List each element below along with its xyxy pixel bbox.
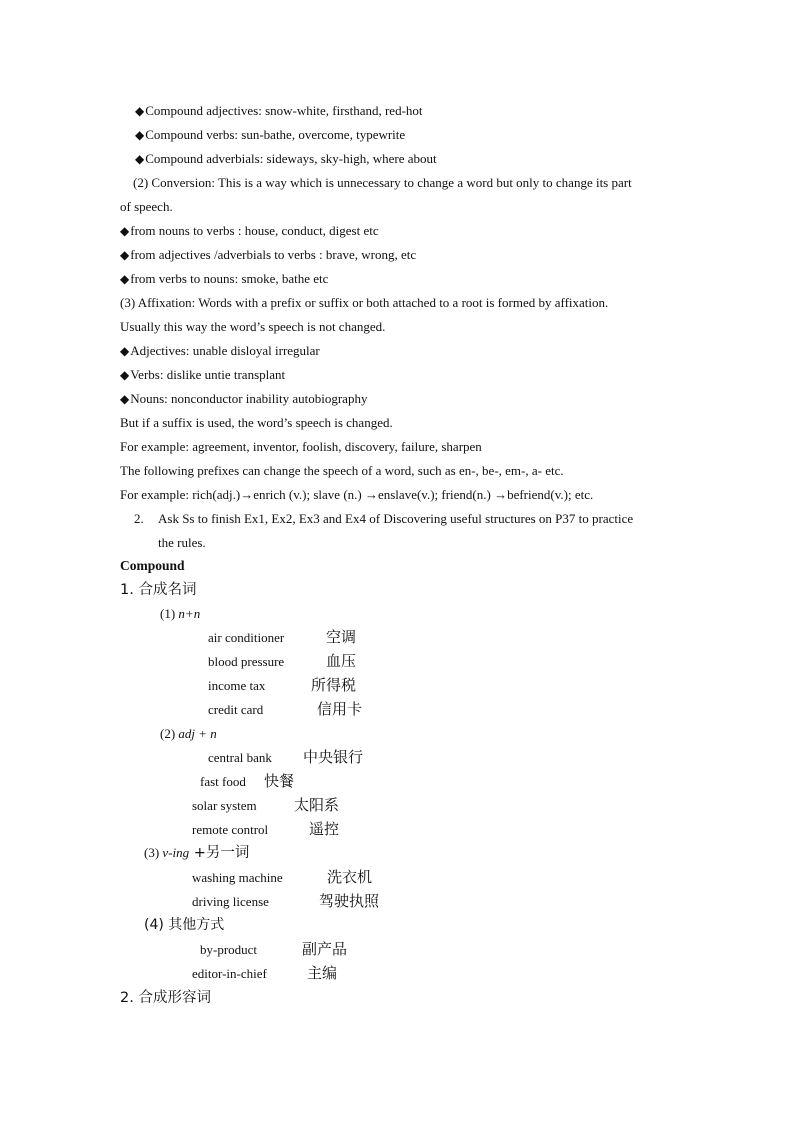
suffix-example-line: For example: agreement, inventor, foolish, discovery, failure, sharpen [120, 439, 482, 454]
subsection-n-n-label: (1) n+n [160, 606, 201, 621]
diamond-bullet-icon: ◆ [120, 344, 130, 358]
diamond-bullet-icon: ◆ [135, 104, 145, 118]
diamond-bullet-icon: ◆ [120, 392, 130, 406]
task-line2: the rules. [158, 535, 206, 550]
diamond-bullet-icon: ◆ [120, 248, 130, 262]
task-number: 2. [134, 511, 144, 526]
subsection-other-label: (4) 其他方式 [144, 917, 225, 933]
conversion-paragraph-line2: of speech. [120, 199, 173, 214]
nouns-to-verbs-line: ◆from nouns to verbs : house, conduct, digest etc [120, 223, 379, 238]
section-compound-adjectives-heading: 2. 合成形容词 [120, 990, 211, 1006]
diamond-bullet-icon: ◆ [120, 224, 130, 238]
diamond-bullet-icon: ◆ [135, 152, 145, 166]
conversion-paragraph-line1: (2) Conversion: This is a way which is unnecessary to change a word but only to change its part [133, 175, 632, 190]
affixation-paragraph-line2: Usually this way the word’s speech is not changed. [120, 319, 386, 334]
compound-adjectives-line: ◆Compound adjectives: snow-white, firsthand, red-hot [135, 103, 423, 118]
subsection-adj-n-label: (2) adj + n [160, 726, 217, 741]
affix-adjectives-line: ◆Adjectives: unable disloyal irregular [120, 343, 320, 358]
prefix-example-line: For example: rich(adj.)→enrich (v.); slave (n.) →enslave(v.); friend(n.) →befriend(v.); etc. [120, 487, 594, 502]
adjectives-to-verbs-line: ◆from adjectives /adverbials to verbs : brave, wrong, etc [120, 247, 417, 262]
diamond-bullet-icon: ◆ [135, 128, 145, 142]
suffix-rule-line: But if a suffix is used, the word’s speech is changed. [120, 415, 393, 430]
compound-adverbials-line: ◆Compound adverbials: sideways, sky-high, where about [135, 151, 437, 166]
diamond-bullet-icon: ◆ [120, 368, 130, 382]
affix-verbs-line: ◆Verbs: dislike untie transplant [120, 367, 286, 382]
compound-heading: Compound [120, 558, 185, 573]
task-line1: Ask Ss to finish Ex1, Ex2, Ex3 and Ex4 of Discovering useful structures on P37 to practice [158, 511, 634, 526]
document-page: ◆Compound adjectives: snow-white, firsthand, red-hot ◆Compound verbs: sun-bathe, overcome, typewrite ◆Compound adverbials: sideways, sky-high, where about (2) Conversion: This is a way which is unnecessary to change a word but only to change its part of speech. ◆from nouns to verbs : house, conduct, digest etc ◆from adjectives /adverbials to verbs : brave, wrong, etc ◆from verbs to nouns: smoke, bathe etc (3) Affixation: Words with a prefix or suffix or both attached to a root is formed by affixation. Usually this way the word’s speech is not changed. ◆Adjectives: unable disloyal irregular ◆Verbs: dislike untie transplant ◆Nouns: nonconductor inability autobiography But if a suffix is used, the word’s speech is changed. For example: agreement, inventor, foolish, discovery, failure, sharpen The following prefixes can change the speech of a word, such as en-, be-, em-, a- etc. For example: rich(adj.)→enrich (v.); slave (n.) →enslave(v.); friend(n.) →befriend(v.); etc. 2. Ask Ss to finish Ex1, Ex2, Ex3 and Ex4 of Discovering useful structures on P37 to practice the rules. Compound 1. 合成名词 (1) n+n air conditioner 空调 blood pressure 血压 income tax 所得税 credit card 信用卡 (2) adj + n central bank 中央银行 fast food 快餐 solar system 太阳系 remote control 遥控 (3) v-ing +另一词 washing machine 洗衣机 driving license 驾驶执照 (4) 其他方式 by-product 副产品 editor-in-chief 主编 2. 合成形容词 [0, 0, 794, 1123]
diamond-bullet-icon: ◆ [120, 272, 130, 286]
verbs-to-nouns-line: ◆from verbs to nouns: smoke, bathe etc [120, 271, 329, 286]
section-compound-nouns-heading: 1. 合成名词 [120, 582, 197, 598]
compound-verbs-line: ◆Compound verbs: sun-bathe, overcome, typewrite [135, 127, 406, 142]
subsection-v-ing-label: (3) v-ing +另一词 [144, 845, 250, 861]
affixation-paragraph-line1: (3) Affixation: Words with a prefix or suffix or both attached to a root is formed by affixation. [120, 295, 609, 310]
prefix-rule-line: The following prefixes can change the speech of a word, such as en-, be-, em-, a- etc. [120, 463, 564, 478]
affix-nouns-line: ◆Nouns: nonconductor inability autobiography [120, 391, 368, 406]
